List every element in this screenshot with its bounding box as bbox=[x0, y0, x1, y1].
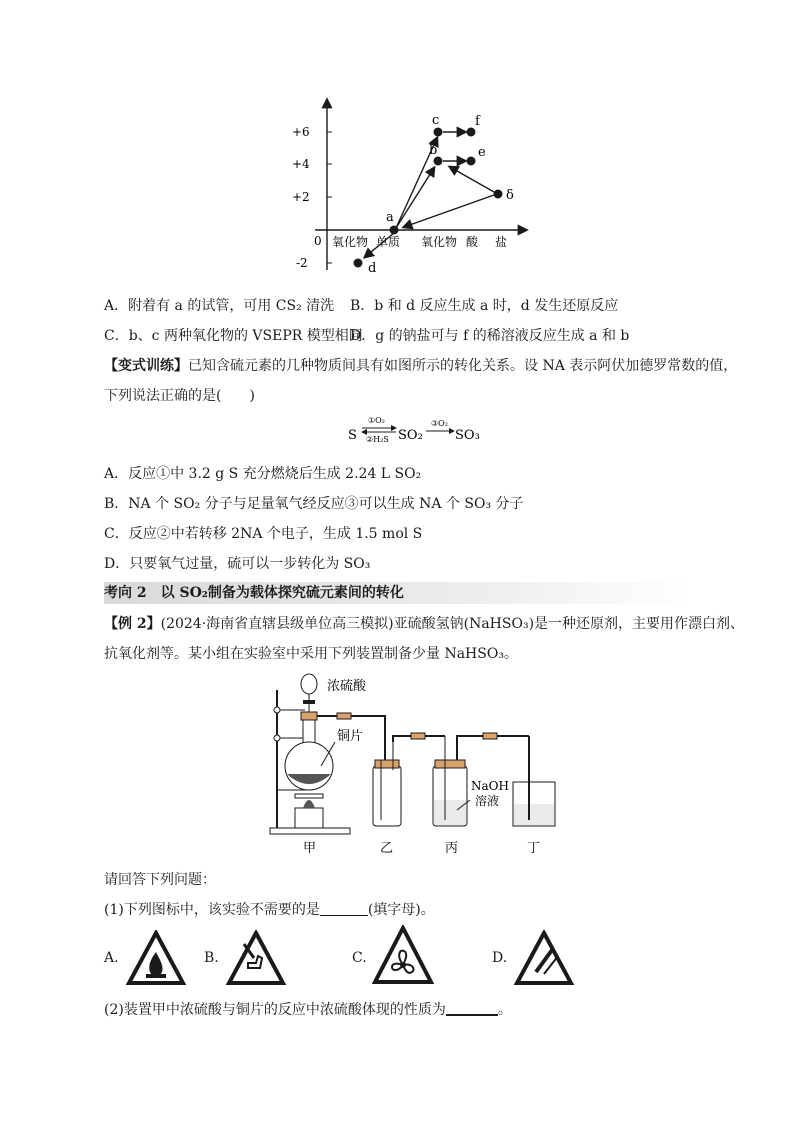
x-category-label: 氧化物 bbox=[421, 235, 458, 249]
fire-hazard-icon bbox=[126, 930, 186, 986]
option-c: C．b、c 两种氧化物的 VSEPR 模型相同 bbox=[104, 328, 363, 344]
y-tick-label: +4 bbox=[292, 157, 310, 171]
x-category-label: 氧化物 bbox=[332, 235, 369, 249]
section-heading: 考向 2 以 SO₂制备为载体探究硫元素间的转化 bbox=[104, 582, 694, 604]
reaction-scheme bbox=[340, 410, 490, 450]
point-label: b bbox=[429, 143, 438, 158]
example-text: (2024·海南省直辖县级单位高三模拟)亚硫酸氢钠(NaHSO₃)是一种还原剂，主要用作漂白剂、 bbox=[160, 616, 745, 632]
option-c: C．反应②中若转移 2NA 个电子，生成 1.5 mol S bbox=[104, 526, 423, 542]
point-label: e bbox=[478, 145, 486, 160]
scheme-r3: ③O₂ bbox=[431, 419, 448, 428]
apparatus-label-bing: 丙 bbox=[445, 841, 459, 856]
y-tick-label: -2 bbox=[296, 256, 308, 270]
question-1 bbox=[104, 900, 435, 920]
point-label: δ bbox=[506, 188, 514, 203]
variant-line-2: 下列说法正确的是( ) bbox=[104, 388, 255, 404]
scheme-so3: SO₃ bbox=[455, 428, 480, 443]
variant-line-1 bbox=[104, 356, 737, 376]
question-1-text: (1)下列图标中，该实验不需要的是 bbox=[104, 902, 320, 918]
point-label: a bbox=[386, 210, 394, 225]
option-a: A．附着有 a 的试管，可用 CS₂ 清洗 bbox=[104, 298, 335, 314]
option-b: B．NA 个 SO₂ 分子与足量氧气经反应③可以生成 NA 个 SO₃ 分子 bbox=[104, 496, 524, 512]
valence-diagram bbox=[290, 95, 530, 280]
apparatus-label-jia: 甲 bbox=[303, 841, 317, 856]
questions-prompt: 请回答下列问题： bbox=[104, 872, 216, 888]
y-tick-label: +6 bbox=[292, 125, 310, 139]
example-line-1 bbox=[104, 614, 744, 634]
example-label: 【例 2】 bbox=[104, 616, 161, 632]
apparatus-label-yi: 乙 bbox=[380, 841, 394, 856]
icon-option-b-label: B. bbox=[204, 950, 219, 966]
option-b: B．b 和 d 反应生成 a 时，d 发生还原反应 bbox=[350, 298, 619, 314]
sharp-object-icon bbox=[514, 930, 574, 986]
x-category-label: 盐 bbox=[495, 235, 508, 249]
apparatus-label-ding: 丁 bbox=[527, 841, 541, 856]
x-category-label: 单质 bbox=[376, 235, 401, 249]
icon-option-d-label: D. bbox=[492, 950, 508, 966]
option-d: D．只要氧气过量，硫可以一步转化为 SO₃ bbox=[104, 556, 371, 572]
acid-label: 浓硫酸 bbox=[327, 679, 367, 694]
answer-blank[interactable] bbox=[320, 901, 368, 916]
option-a: A．反应①中 3.2 g S 充分燃烧后生成 2.24 L SO₂ bbox=[104, 466, 422, 482]
ventilation-icon bbox=[372, 925, 434, 987]
y-tick-label: +2 bbox=[292, 190, 310, 204]
scheme-s: S bbox=[348, 428, 357, 443]
question-2-text: (2)装置甲中浓硫酸与铜片的反应中浓硫酸体现的性质为 bbox=[104, 1002, 446, 1018]
answer-blank[interactable] bbox=[446, 1000, 498, 1016]
y-tick-label: 0 bbox=[314, 234, 322, 248]
point-label: f bbox=[475, 114, 480, 129]
point-label: c bbox=[432, 113, 440, 128]
question-2 bbox=[104, 1000, 512, 1020]
option-d: D．g 的钠盐可与 f 的稀溶液反应生成 a 和 b bbox=[350, 328, 630, 344]
question-2-suffix: 。 bbox=[497, 1002, 512, 1018]
hand-protection-icon bbox=[226, 930, 286, 986]
variant-label: 【变式训练】 bbox=[104, 358, 188, 374]
scheme-r1: ①O₂ bbox=[368, 416, 385, 425]
variant-text: 已知含硫元素的几种物质间具有如图所示的转化关系。设 NA 表示阿伏加德罗常数的值， bbox=[188, 358, 738, 374]
naoh-label: NaOH bbox=[471, 779, 509, 793]
x-category-label: 酸 bbox=[466, 235, 479, 249]
scheme-r2: ②H₂S bbox=[366, 435, 389, 444]
point-label: d bbox=[368, 261, 377, 276]
scheme-so2: SO₂ bbox=[398, 428, 423, 443]
icon-option-a-label: A. bbox=[104, 950, 119, 966]
apparatus-diagram bbox=[265, 670, 565, 860]
solution-label: 溶液 bbox=[475, 794, 500, 808]
question-1-suffix: (填字母)。 bbox=[367, 902, 435, 918]
example-line-2: 抗氧化剂等。某小组在实验室中采用下列装置制备少量 NaHSO₃。 bbox=[104, 646, 518, 662]
icon-option-c-label: C. bbox=[352, 950, 367, 966]
copper-label: 铜片 bbox=[337, 729, 364, 744]
